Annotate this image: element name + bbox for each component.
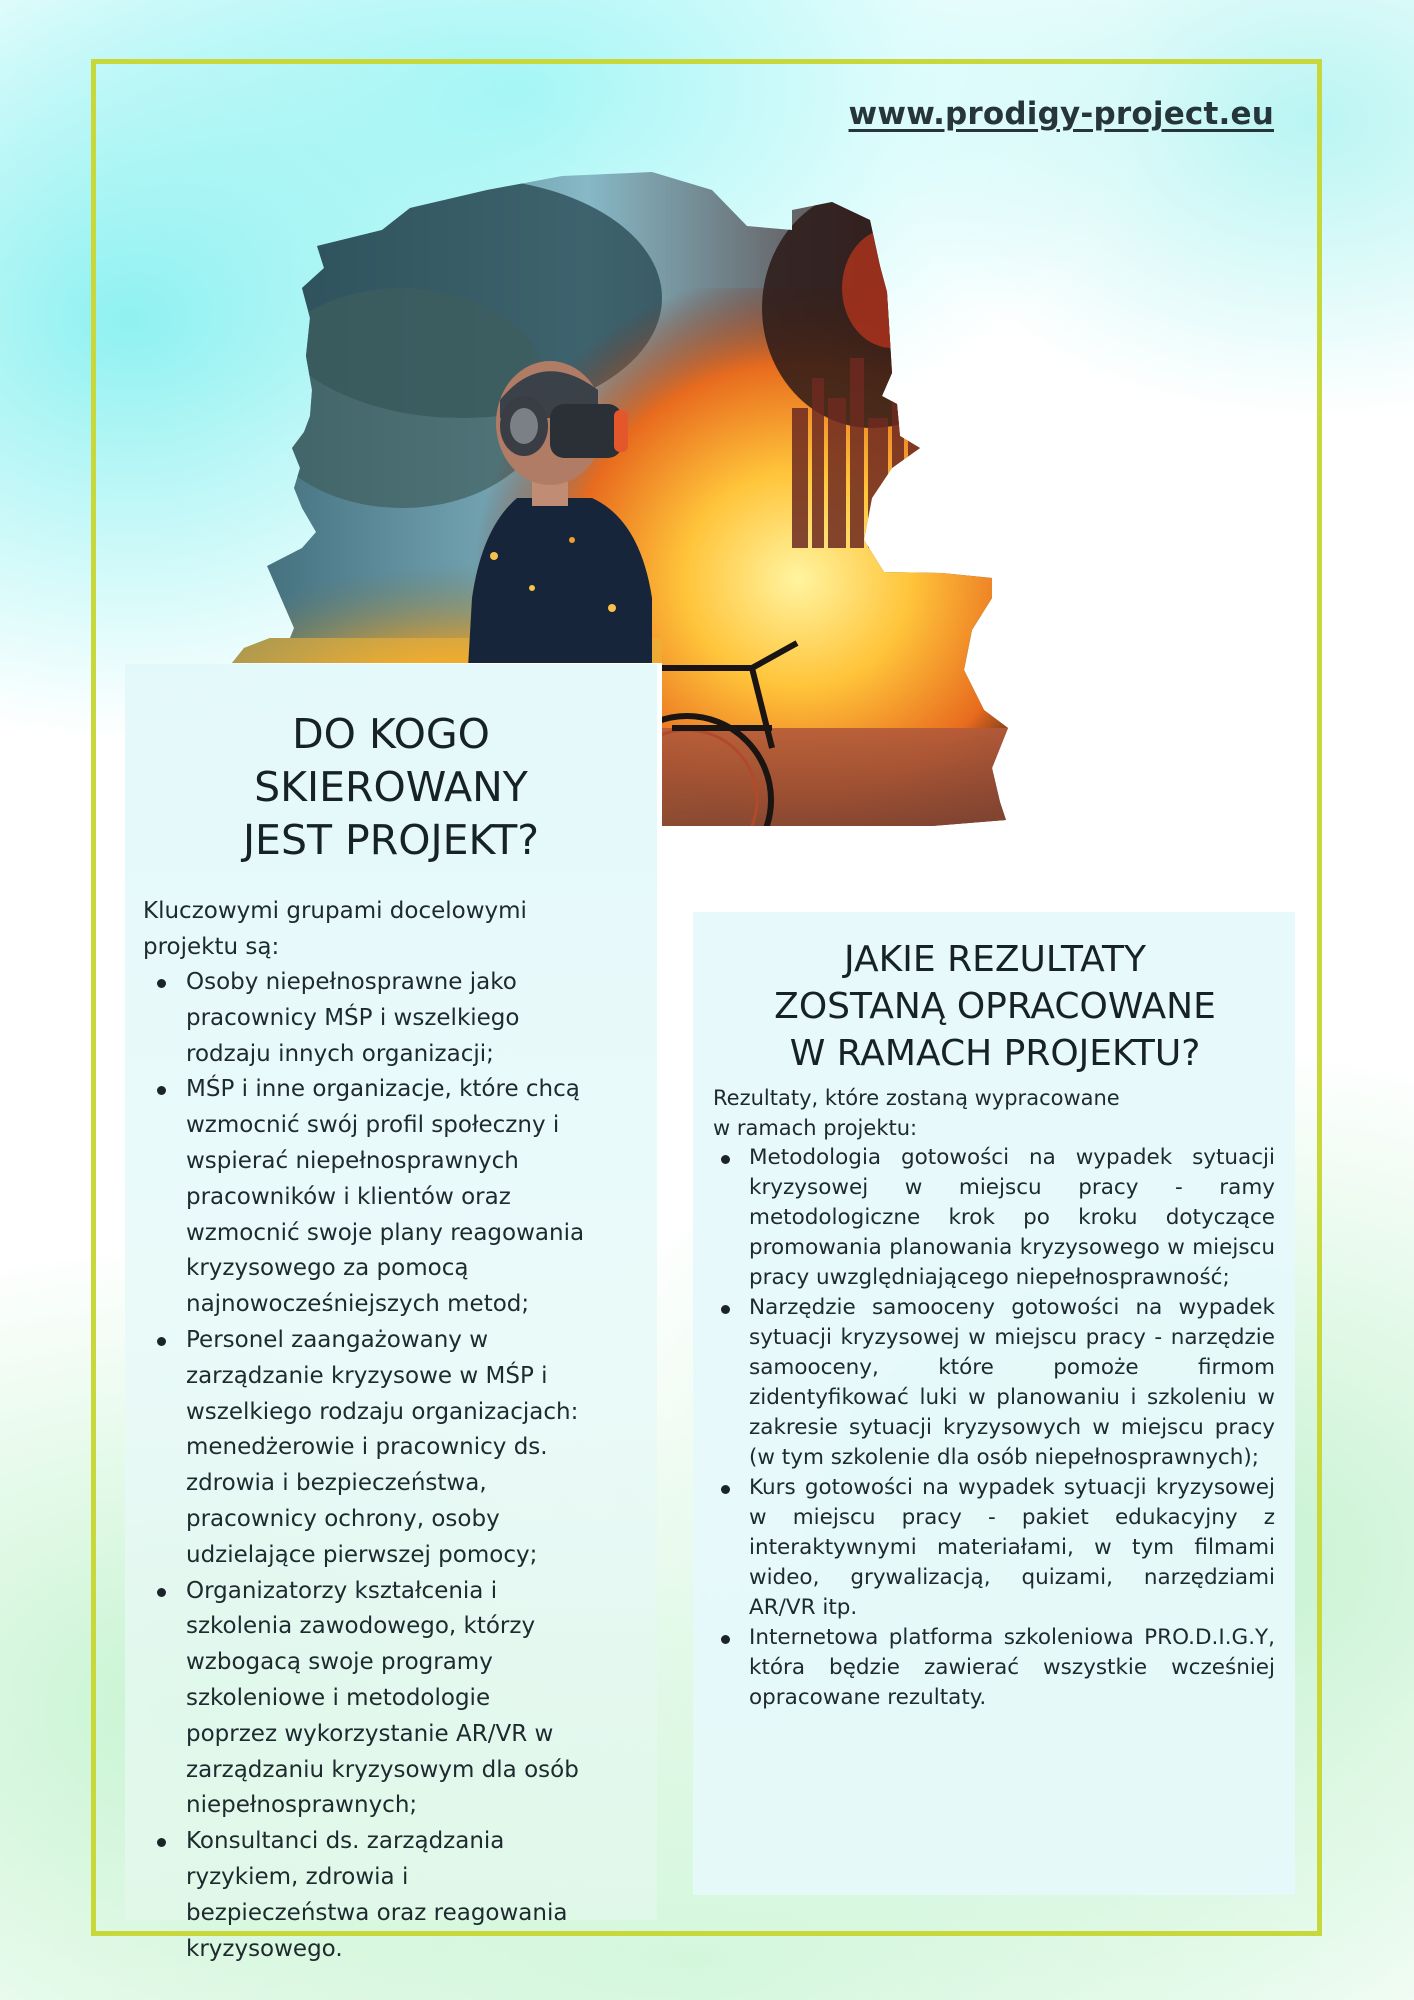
results-intro: [713, 1083, 1277, 1143]
intro-line: projektu są:: [143, 934, 280, 960]
list-item: Metodologia gotowości na wypadek sytuacji kryzysowej w miejscu pracy - ramy metodologiczne krok po kroku dotyczące promowania planowania kryzysowego w miejscu pracy uwzględniającego niepełnosprawność;: [749, 1143, 1275, 1293]
list-item-line: kryzysowego za pomocą: [186, 1255, 469, 1282]
intro-line: Kluczowymi grupami docelowymi: [143, 898, 527, 924]
list-item-line: MŚP i inne organizacje, które chcą: [186, 1076, 580, 1103]
list-item-line: udzielające pierwszej pomocy;: [186, 1541, 538, 1568]
list-item-line: Organizatorzy kształcenia i: [186, 1577, 498, 1604]
list-item-line: szkoleniowe i metodologie: [186, 1684, 491, 1711]
list-item-line: zdrowia i bezpieczeństwa,: [186, 1470, 487, 1497]
list-item-line: Osoby niepełnosprawne jako: [186, 969, 517, 995]
list-item-line: zarządzaniu kryzysowym dla osób: [186, 1756, 579, 1783]
list-item-line: szkolenia zawodowego, którzy: [186, 1613, 536, 1640]
list-item-line: ryzykiem, zdrowia i: [186, 1863, 409, 1890]
list-item-line: bezpieczeństwa oraz reagowania: [186, 1899, 568, 1926]
list-item: [186, 1574, 639, 1825]
intro-line: w ramach projektu:: [713, 1116, 918, 1140]
list-item: [186, 1072, 639, 1323]
results-title: [713, 936, 1277, 1077]
list-item-line: niepełnosprawnych;: [186, 1792, 418, 1819]
list-item-line: najnowocześniejszych metod;: [186, 1291, 530, 1318]
results-panel: [693, 912, 1295, 1895]
list-item-line: Konsultanci ds. zarządzania: [186, 1828, 505, 1855]
list-item: [186, 1824, 639, 1967]
list-item: Narzędzie samooceny gotowości na wypadek sytuacji kryzysowej w miejscu pracy - narzędzie samooceny, które pomoże firmom zidentyfikować luki w planowaniu i szkoleniu w zakresie sytuacji kryzysowych w miejscu pracy (w tym szkolenie dla osób niepełnosprawnych);: [749, 1293, 1275, 1473]
list-item-line: pracownicy ochrony, osoby: [186, 1505, 500, 1532]
list-item-line: wzmocnić swoje plany reagowania: [186, 1219, 585, 1246]
list-item-line: wszelkiego rodzaju organizacjach:: [186, 1398, 579, 1425]
list-item: Internetowa platforma szkoleniowa PRO.D.I.G.Y, która będzie zawierać wszystkie wcześniej opracowane rezultaty.: [749, 1623, 1275, 1713]
list-item-line: rodzaju innych organizacji;: [186, 1040, 494, 1067]
list-item-line: wspierać niepełnosprawnych: [186, 1147, 519, 1174]
list-item-line: pracownicy MŚP i wszelkiego: [186, 1004, 520, 1031]
list-item-line: wzmocnić swój profil społeczny i: [186, 1112, 560, 1139]
list-item: [186, 965, 639, 1072]
list-item-line: Personel zaangażowany w: [186, 1326, 489, 1353]
target-groups-intro: [143, 893, 639, 965]
list-item-line: poprzez wykorzystanie AR/VR w: [186, 1720, 554, 1747]
target-groups-panel: [125, 664, 657, 1962]
results-list: [713, 1143, 1277, 1713]
list-item-line: wzbogacą swoje programy: [186, 1649, 493, 1676]
target-groups-title: [143, 688, 639, 867]
target-groups-list: [143, 965, 639, 1967]
title-line: ZOSTANĄ OPRACOWANE: [774, 986, 1216, 1027]
title-line: DO KOGO: [292, 710, 490, 758]
list-item-line: zarządzanie kryzysowe w MŚP i: [186, 1362, 548, 1389]
list-item-line: menedżerowie i pracownicy ds.: [186, 1434, 548, 1461]
list-item-line: kryzysowego.: [186, 1935, 343, 1962]
title-line: SKIEROWANY: [254, 763, 528, 811]
list-item-line: pracowników i klientów oraz: [186, 1183, 511, 1210]
title-line: JAKIE REZULTATY: [844, 939, 1146, 980]
list-item: [186, 1323, 639, 1574]
title-line: W RAMACH PROJEKTU?: [789, 1033, 1201, 1074]
list-item: Kurs gotowości na wypadek sytuacji kryzysowej w miejscu pracy - pakiet edukacyjny z interaktywnymi materiałami, w tym filmami wideo, grywalizacją, quizami, narzędziami AR/VR itp.: [749, 1473, 1275, 1623]
project-website-link[interactable]: www.prodigy-project.eu: [848, 96, 1274, 132]
title-line: JEST PROJEKT?: [242, 816, 540, 864]
intro-line: Rezultaty, które zostaną wypracowane: [713, 1086, 1120, 1110]
